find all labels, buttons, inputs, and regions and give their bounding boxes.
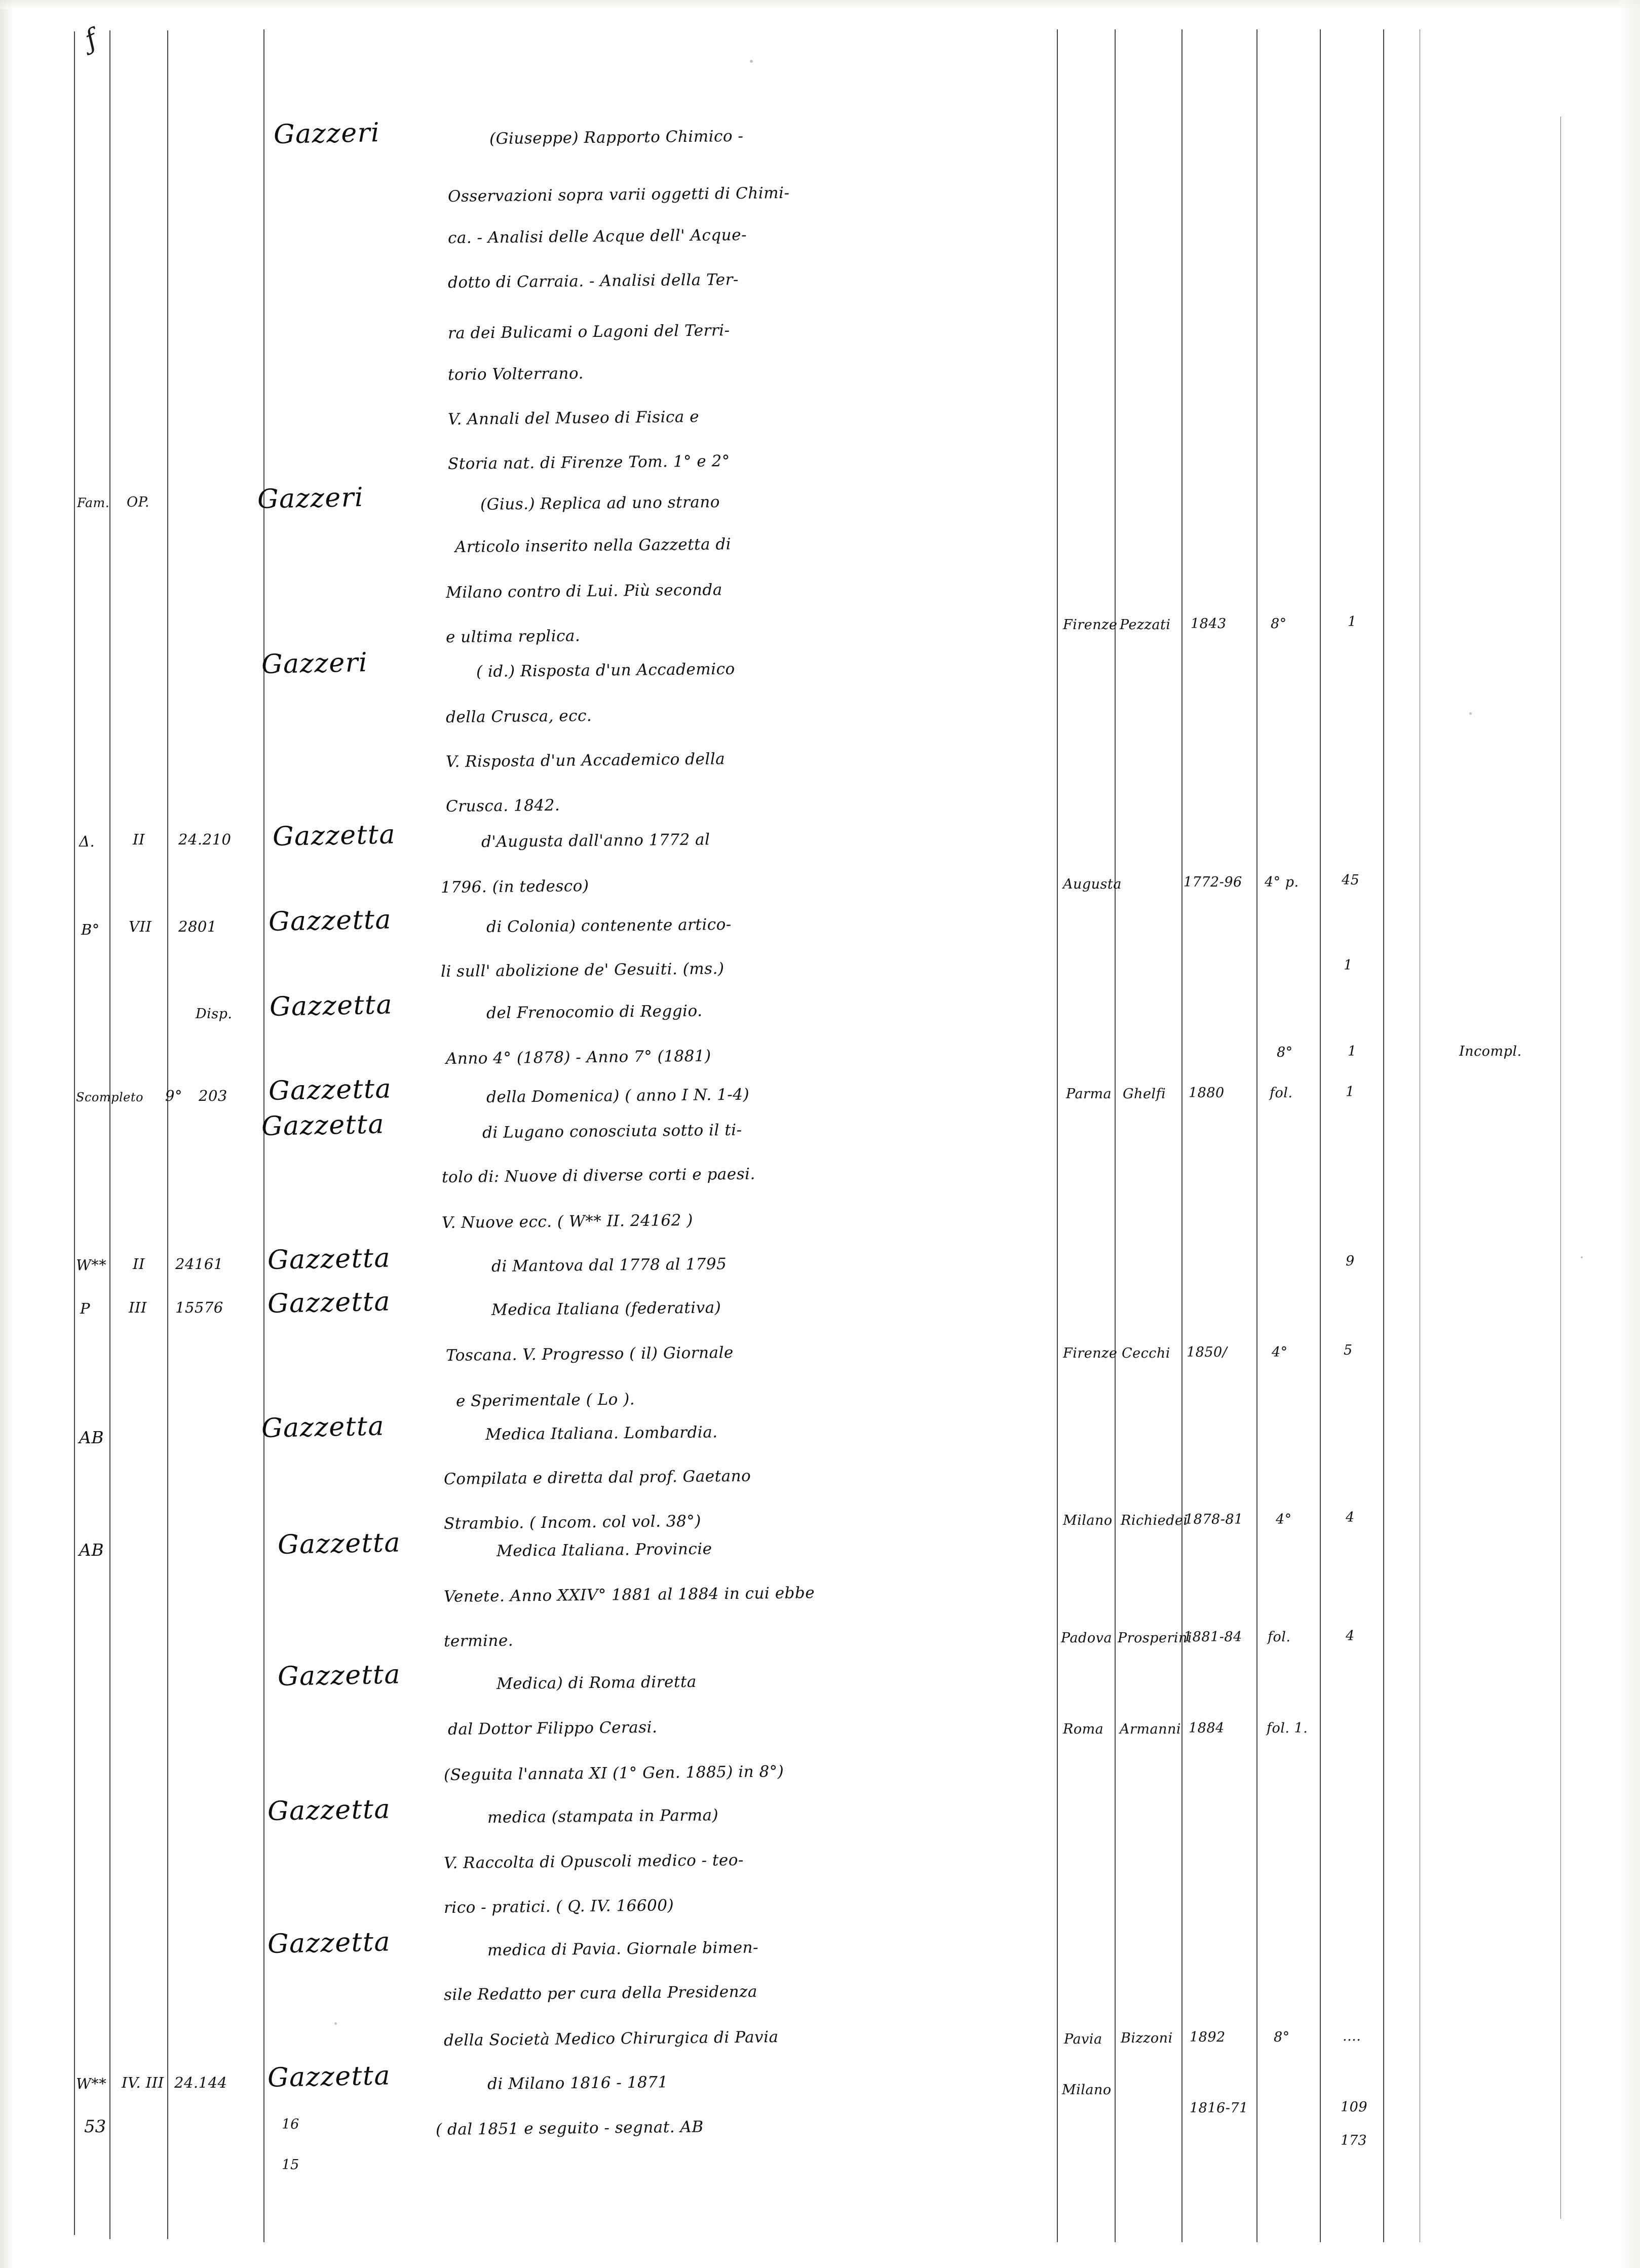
format: 8° xyxy=(1271,616,1287,632)
scan-edge-top xyxy=(0,0,1640,9)
scan-speck xyxy=(1581,1256,1583,1258)
entry-line: Anno 4° (1878) - Anno 7° (1881) xyxy=(445,1047,711,1068)
volumes: 1 xyxy=(1344,957,1353,973)
rule-line-9 xyxy=(1320,29,1321,2242)
entry-line: dotto di Carraia. - Analisi della Ter- xyxy=(447,270,739,292)
shelfmark-b: VII xyxy=(129,918,152,935)
entry-line: Medica) di Roma diretta xyxy=(496,1672,697,1693)
year: 1843 xyxy=(1191,616,1227,632)
volumes: 4 xyxy=(1346,1510,1355,1525)
year: 1880 xyxy=(1189,1085,1225,1101)
entry-headword: Gazzetta xyxy=(269,989,393,1022)
shelfmark-a: W** xyxy=(76,1256,107,1274)
scan-speck xyxy=(1469,712,1472,715)
entry-line: (Giuseppe) Rapporto Chimico - xyxy=(489,127,744,148)
entry-line: Medica Italiana (federativa) xyxy=(491,1298,721,1319)
shelfmark-b: II xyxy=(133,831,145,848)
entry-line: sile Redatto per cura della Presidenza xyxy=(443,1982,758,2004)
rule-line-6 xyxy=(1115,29,1116,2242)
entry-line: medica (stampata in Parma) xyxy=(487,1806,719,1827)
rule-line-7 xyxy=(1181,29,1183,2242)
format: fol. xyxy=(1268,1629,1291,1645)
entry-line: della Società Medico Chirurgica di Pavia xyxy=(443,2028,779,2050)
entry-line: ( dal 1851 e seguito - segnat. AB xyxy=(435,2118,704,2139)
corner-flourish: ƒ xyxy=(80,23,102,56)
entry-line: 1796. (in tedesco) xyxy=(440,876,589,897)
publisher: Ghelfi xyxy=(1123,1086,1166,1102)
shelfmark-c: 24.144 xyxy=(174,2074,227,2091)
entry-line: di Colonia) contenente artico- xyxy=(486,915,732,936)
entry-line: Compilata e diretta dal prof. Gaetano xyxy=(443,1467,751,1488)
volumes: 4 xyxy=(1346,1628,1355,1644)
place: Parma xyxy=(1066,1086,1112,1102)
format: 4° xyxy=(1276,1512,1292,1527)
rule-line-8 xyxy=(1256,29,1257,2242)
shelfmark-c: 15576 xyxy=(175,1299,223,1316)
publisher: Armanni xyxy=(1120,1721,1181,1737)
rule-line-2 xyxy=(109,30,110,2239)
year: 1772-96 xyxy=(1184,874,1242,890)
entry-line: del Frenocomio di Reggio. xyxy=(486,1002,703,1022)
rule-line-5 xyxy=(1057,29,1058,2242)
volumes: 1 xyxy=(1348,1044,1357,1059)
entry-headword: Gazzetta xyxy=(261,1411,385,1444)
year: 1884 xyxy=(1189,1720,1225,1736)
entry-line: Milano contro di Lui. Più seconda xyxy=(445,581,722,602)
shelfmark-b: IV. III xyxy=(122,2074,164,2091)
shelfmark-a: Fam. xyxy=(77,495,110,510)
shelfmark-b: II xyxy=(133,1255,145,1273)
entry-line: (Seguita l'annata XI (1° Gen. 1885) in 8°) xyxy=(443,1762,784,1784)
entry-line: V. Nuove ecc. ( W** II. 24162 ) xyxy=(441,1211,694,1232)
publisher: Richiedei xyxy=(1121,1513,1188,1528)
entry-line: Medica Italiana. Lombardia. xyxy=(485,1423,718,1444)
year: 1892 xyxy=(1190,2029,1226,2045)
format: 4° p. xyxy=(1265,874,1299,890)
place: Firenze xyxy=(1063,617,1118,633)
entry-line: Articolo inserito nella Gazzetta di xyxy=(454,535,732,556)
place: Augusta xyxy=(1063,876,1122,892)
shelfmark-b: Disp. xyxy=(196,1006,233,1022)
entry-line: Crusca. 1842. xyxy=(445,796,560,816)
publisher: Cecchi xyxy=(1122,1346,1170,1361)
entry-line: ( id.) Risposta d'un Accademico xyxy=(476,660,735,681)
format: fol. xyxy=(1270,1085,1293,1101)
entry-line: della Domenica) ( anno I N. 1-4) xyxy=(486,1085,750,1106)
tally-left-secondary: 15 xyxy=(282,2157,299,2173)
shelfmark-c: 2801 xyxy=(178,918,217,935)
entry-line: Osservazioni sopra varii oggetti di Chimi- xyxy=(447,183,790,206)
entry-line: torio Volterrano. xyxy=(447,364,584,384)
entry-line: medica di Pavia. Giornale bimen- xyxy=(487,1938,759,1959)
volumes: 5 xyxy=(1344,1342,1353,1358)
volumes: 45 xyxy=(1342,872,1360,888)
entry-line: termine. xyxy=(443,1631,514,1650)
shelfmark-b: III xyxy=(129,1299,147,1316)
entry-line: e Sperimentale ( Lo ). xyxy=(455,1390,635,1410)
entry-headword: Gazzetta xyxy=(272,819,396,852)
format: fol. 1. xyxy=(1267,1720,1308,1736)
year: 1881-84 xyxy=(1184,1629,1242,1645)
place: Firenze xyxy=(1063,1346,1118,1361)
scan-speck xyxy=(750,60,753,63)
entry-line: Storia nat. di Firenze Tom. 1° e 2° xyxy=(447,452,730,473)
shelfmark-b: 9° xyxy=(165,1087,182,1104)
publisher: Bizzoni xyxy=(1121,2030,1173,2046)
entry-line: V. Annali del Museo di Fisica e xyxy=(447,407,700,429)
entry-line: rico - pratici. ( Q. IV. 16600) xyxy=(443,1896,674,1917)
tally-left: 16 xyxy=(282,2117,299,2132)
entry-headword: Gazzeri xyxy=(257,482,364,515)
shelfmark-a: P xyxy=(80,1300,91,1317)
volumes: 1 xyxy=(1346,1084,1355,1100)
entry-headword: Gazzetta xyxy=(267,1927,391,1959)
place: Roma xyxy=(1063,1721,1104,1737)
rule-line-10 xyxy=(1383,29,1384,2242)
shelfmark-c: 203 xyxy=(199,1087,227,1104)
rule-line-3 xyxy=(167,30,168,2239)
rule-line-12 xyxy=(1560,117,1561,2219)
entry-line: dal Dottor Filippo Cerasi. xyxy=(447,1718,658,1739)
volumes: 9 xyxy=(1346,1253,1355,1269)
entry-headword: Gazzetta xyxy=(268,1073,392,1106)
rule-line-1 xyxy=(74,31,75,2235)
entry-line: Strambio. ( Incom. col vol. 38°) xyxy=(443,1512,702,1533)
entry-headword: Gazzetta xyxy=(267,1243,391,1276)
volumes: 109 xyxy=(1341,2099,1368,2115)
entry-line: li sull' abolizione de' Gesuiti. (ms.) xyxy=(440,959,724,981)
shelfmark-b: OP. xyxy=(127,494,149,510)
notes: Incompl. xyxy=(1459,1044,1522,1059)
publisher: Pezzati xyxy=(1120,617,1171,633)
page-number: 53 xyxy=(84,2117,106,2137)
format: 8° xyxy=(1274,2029,1290,2045)
shelfmark-c: 24161 xyxy=(175,1255,223,1273)
shelfmark-a: B° xyxy=(81,921,100,938)
entry-line: di Mantova dal 1778 al 1795 xyxy=(491,1255,727,1276)
entry-line: Toscana. V. Progresso ( il) Giornale xyxy=(445,1343,734,1365)
entry-headword: Gazzetta xyxy=(277,1527,401,1560)
shelfmark-c: 24.210 xyxy=(178,831,232,848)
entry-headword: Gazzetta xyxy=(267,2060,391,2093)
entry-line: di Lugano conosciuta sotto il ti- xyxy=(482,1121,742,1142)
shelfmark-a: W** xyxy=(76,2075,107,2092)
place: Padova xyxy=(1061,1630,1112,1646)
year: 1816-71 xyxy=(1190,2100,1248,2116)
place: Pavia xyxy=(1064,2031,1102,2047)
format: 8° xyxy=(1277,1045,1293,1060)
entry-line: e ultima replica. xyxy=(445,627,581,646)
entry-line: tolo di: Nuove di diverse corti e paesi. xyxy=(441,1165,756,1186)
shelfmark-a: AB xyxy=(79,1428,104,1447)
entry-line: Venete. Anno XXIV° 1881 al 1884 in cui ebbe xyxy=(443,1584,815,1606)
entry-line: d'Augusta dall'anno 1772 al xyxy=(481,830,710,851)
place: Milano xyxy=(1063,1513,1113,1528)
tally-right: 173 xyxy=(1341,2133,1367,2148)
volumes: 1 xyxy=(1348,614,1357,630)
entry-line: ra dei Bulicami o Lagoni del Terri- xyxy=(447,321,730,342)
shelfmark-a: Scompleto xyxy=(76,1090,143,1104)
entry-line: V. Risposta d'un Accademico della xyxy=(445,750,726,771)
publisher: Prosperini xyxy=(1118,1630,1193,1646)
entry-line: della Crusca, ecc. xyxy=(445,706,592,726)
entry-line: di Milano 1816 - 1871 xyxy=(487,2073,668,2093)
scan-speck xyxy=(334,2022,337,2025)
year: 1878-81 xyxy=(1185,1512,1243,1527)
entry-line: V. Raccolta di Opuscoli medico - teo- xyxy=(443,1851,744,1872)
entry-headword: Gazzetta xyxy=(267,1286,391,1319)
shelfmark-a: Δ. xyxy=(79,833,95,850)
scan-edge-right xyxy=(1620,0,1640,2268)
entry-headword: Gazzetta xyxy=(261,1109,385,1142)
entry-line: ca. - Analisi delle Acque dell' Acque- xyxy=(447,225,747,247)
volumes: .... xyxy=(1343,2028,1361,2044)
entry-headword: Gazzeri xyxy=(261,647,368,680)
scan-edge-left xyxy=(0,0,13,2268)
entry-line: Medica Italiana. Provincie xyxy=(496,1540,712,1560)
place: Milano xyxy=(1062,2082,1112,2098)
format: 4° xyxy=(1272,1344,1288,1360)
year: 1850/ xyxy=(1187,1344,1228,1360)
shelfmark-a: AB xyxy=(79,1540,104,1560)
entry-line: (Gius.) Replica ad uno strano xyxy=(480,493,720,514)
entry-headword: Gazzetta xyxy=(277,1659,401,1692)
entry-headword: Gazzetta xyxy=(268,904,392,937)
entry-headword: Gazzetta xyxy=(267,1794,391,1827)
entry-headword: Gazzeri xyxy=(273,117,380,150)
